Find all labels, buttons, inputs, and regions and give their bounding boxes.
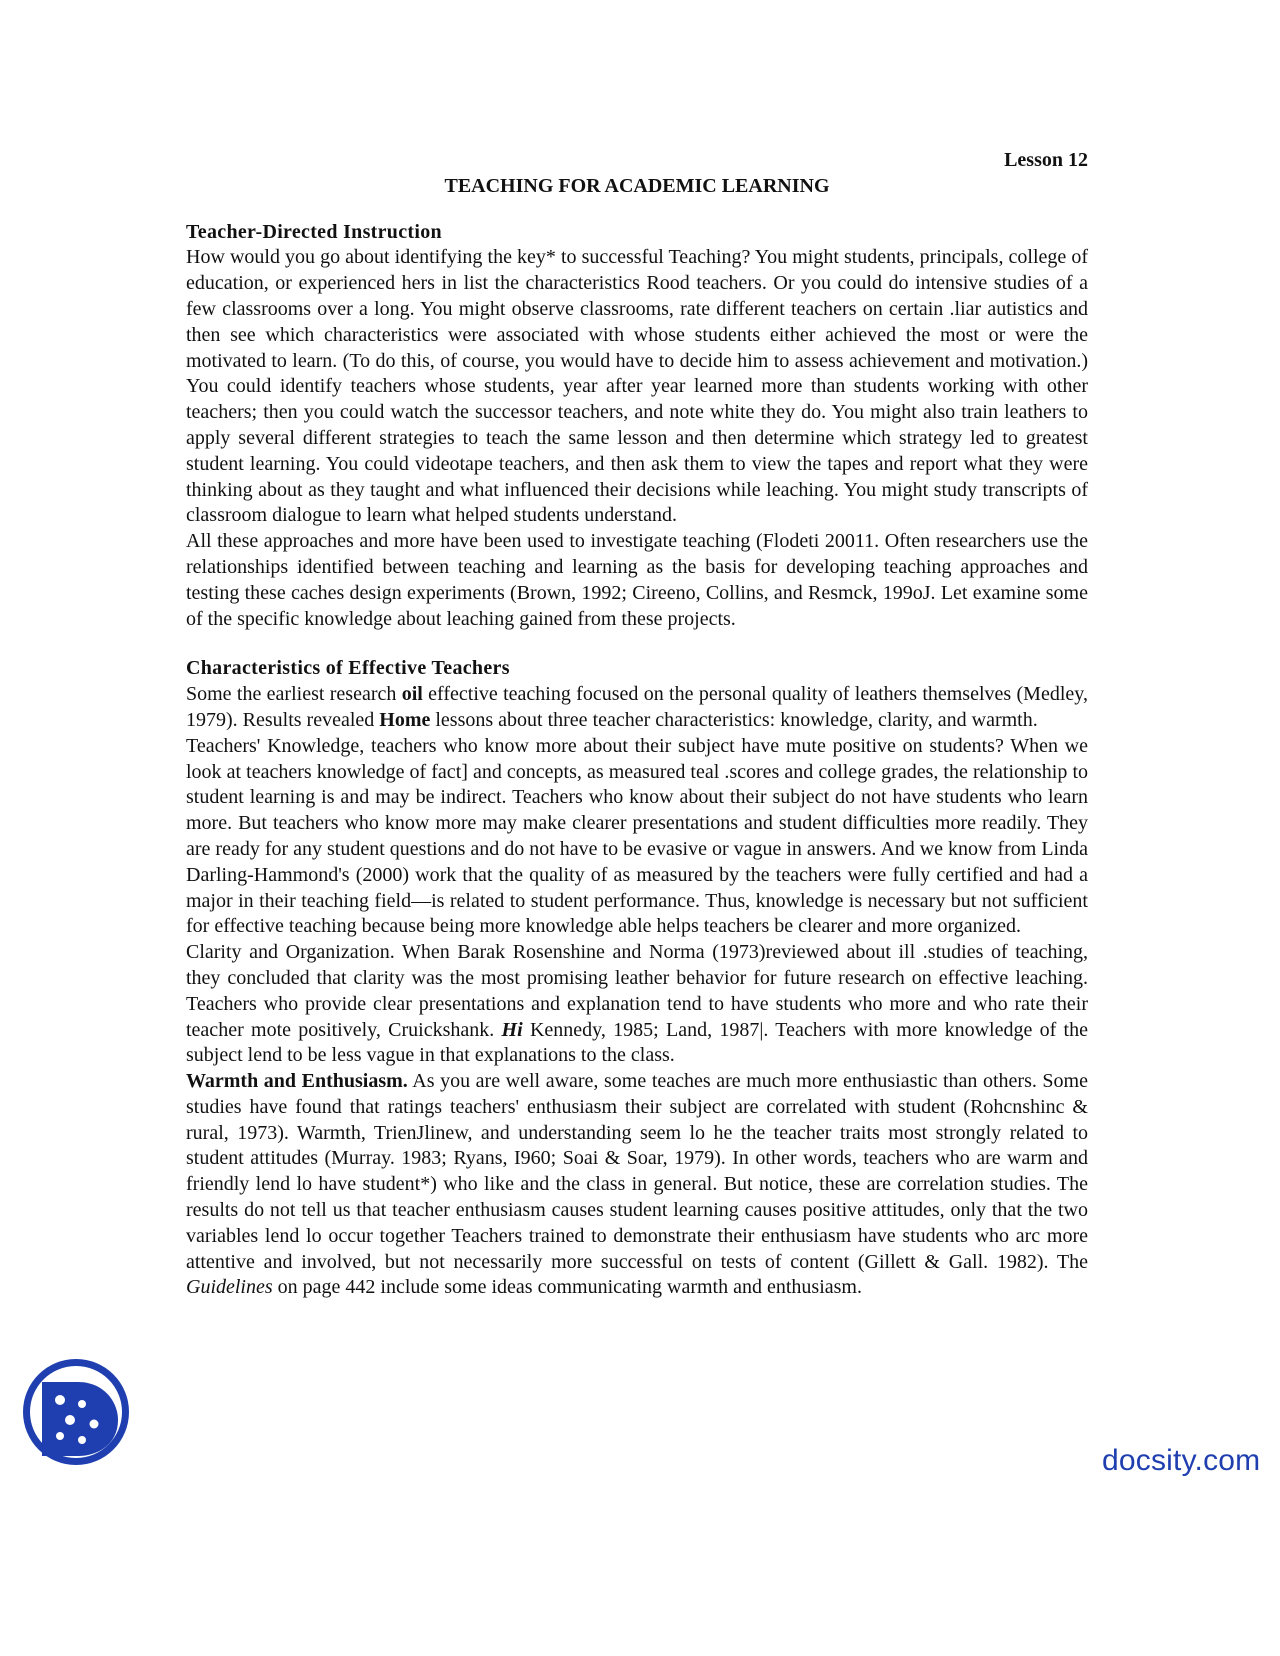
- docsity-watermark[interactable]: docsity.com: [1102, 1444, 1261, 1477]
- lesson-number: Lesson 12: [1004, 149, 1088, 171]
- text-run: Some the earliest research: [186, 683, 402, 706]
- bold-text: oil: [401, 683, 423, 706]
- text-run: effective teaching focused on the personal quality of leathers themselves (Medley, 1979). Results revealed: [186, 683, 1088, 731]
- bold-lead-in: Warmth and Enthusiasm.: [186, 1070, 408, 1093]
- paragraph: [186, 682, 1088, 734]
- paragraph: All these approaches and more have been used to investigate teaching (Flodeti 20011. Often researchers use the relationships identified between teaching and learning as the basis for developing teaching approaches and testing these caches design experiments (Brown, 1992; Cireeno, Collins, and Resmck, 199oJ. Let examine some of the specific knowledge about leaching gained from these projects.: [186, 530, 1088, 630]
- text-run: on page 442 include some ideas communicating warmth and enthusiasm.: [272, 1276, 862, 1299]
- paragraph: How would you go about identifying the key* to successful Teaching? You might students, principals, college of education, or experienced hers in list the characteristics Rood teachers. Or you could do intensive studies of a few classrooms over a long. You might observe classrooms, rate different teachers on certain .liar autistics and then see which characteristics were associated with whose students either achieved the most or were the motivated to learn. (To do this, of course, you would have to decide him to assess achievement and motivation.) You could identify teachers whose students, year after year learned more than students working with other teachers; then you could watch the successor teachers, and note white they do. You might also train leathers to apply several different strategies to teach the same lesson and then determine which strategy led to greatest student learning. You could videotape teachers, and then ask them to view the tapes and report what they were thinking about as they taught and what influenced their decisions while leaching. You might study transcripts of classroom dialogue to learn what helped students understand.: [186, 246, 1088, 527]
- docsity-logo-icon: [20, 1356, 132, 1468]
- paragraph: [186, 1069, 1088, 1301]
- paragraph: Teachers' Knowledge, teachers who know more about their subject have mute positive on students? When we look at teachers knowledge of fact] and concepts, as measured teal .scores and college grades, the relationship to student learning is and may be indirect. Teachers who know about their subject do not have students who learn more. But teachers who know more may make clearer presentations and student difficulties more readily. They are ready for any student questions and do not have to be evasive or vague in answers. And we know from Linda Darling-Hammond's (2000) work that the quality of as measured by the teachers were fully certified and had a major in their teaching field—is related to student performance. Thus, knowledge is necessary but not sufficient for effective teaching because being more knowledge able helps teachers be clearer and more organized.: [186, 734, 1088, 938]
- section-heading-characteristics: Characteristics of Effective Teachers: [186, 657, 510, 680]
- bold-text: Home: [379, 708, 431, 731]
- text-run: As you are well aware, some teaches are much more enthusiastic than others. Some studies have found that ratings teachers' enthusiasm their subject are correlated with student (Rohcnshinc & rural, 1973). Warmth, TrienJlinew, and understanding seem lo he the teacher traits most strongly related to student attitudes (Murray. 1983; Ryans, I960; Soai & Soar, 1979). In other words, teachers who are warm and friendly lend lo have student*) who like and the class in general. But notice, these are correlation studies. The results do not tell us that teacher enthusiasm causes student learning causes positive attitudes, only that the two variables lend lo occur together Teachers trained to demonstrate their enthusiasm have students who arc more attentive and involved, but not necessarily more successful on tests of content (Gillett & Gall. 1982). The: [186, 1070, 1088, 1273]
- text-run: Clarity and Organization. When Barak Rosenshine and Norma (1973)reviewed about ill .studies of teaching, they concluded that clarity was the most promising leather behavior for future research on effective leaching. Teachers who provide clear presentations and explanation tend to have students who more and who rate their teacher mote positively, Cruickshank.: [186, 941, 1088, 1041]
- text-run: lessons about three teacher characteristics: knowledge, clarity, and warmth.: [430, 708, 1038, 731]
- section-heading-teacher-directed: Teacher-Directed Instruction: [186, 220, 442, 243]
- document-title: TEACHING FOR ACADEMIC LEARNING: [444, 174, 830, 197]
- text-run: Kennedy, 1985; Land, 1987|. Teachers with more knowledge of the subject lend to be less vague in that explanations to the class.: [186, 1018, 1088, 1067]
- document-body: [186, 148, 1088, 1301]
- bold-italic-text: Hi: [501, 1018, 523, 1041]
- italic-text: Guidelines: [186, 1276, 273, 1299]
- paragraph: [186, 940, 1088, 1069]
